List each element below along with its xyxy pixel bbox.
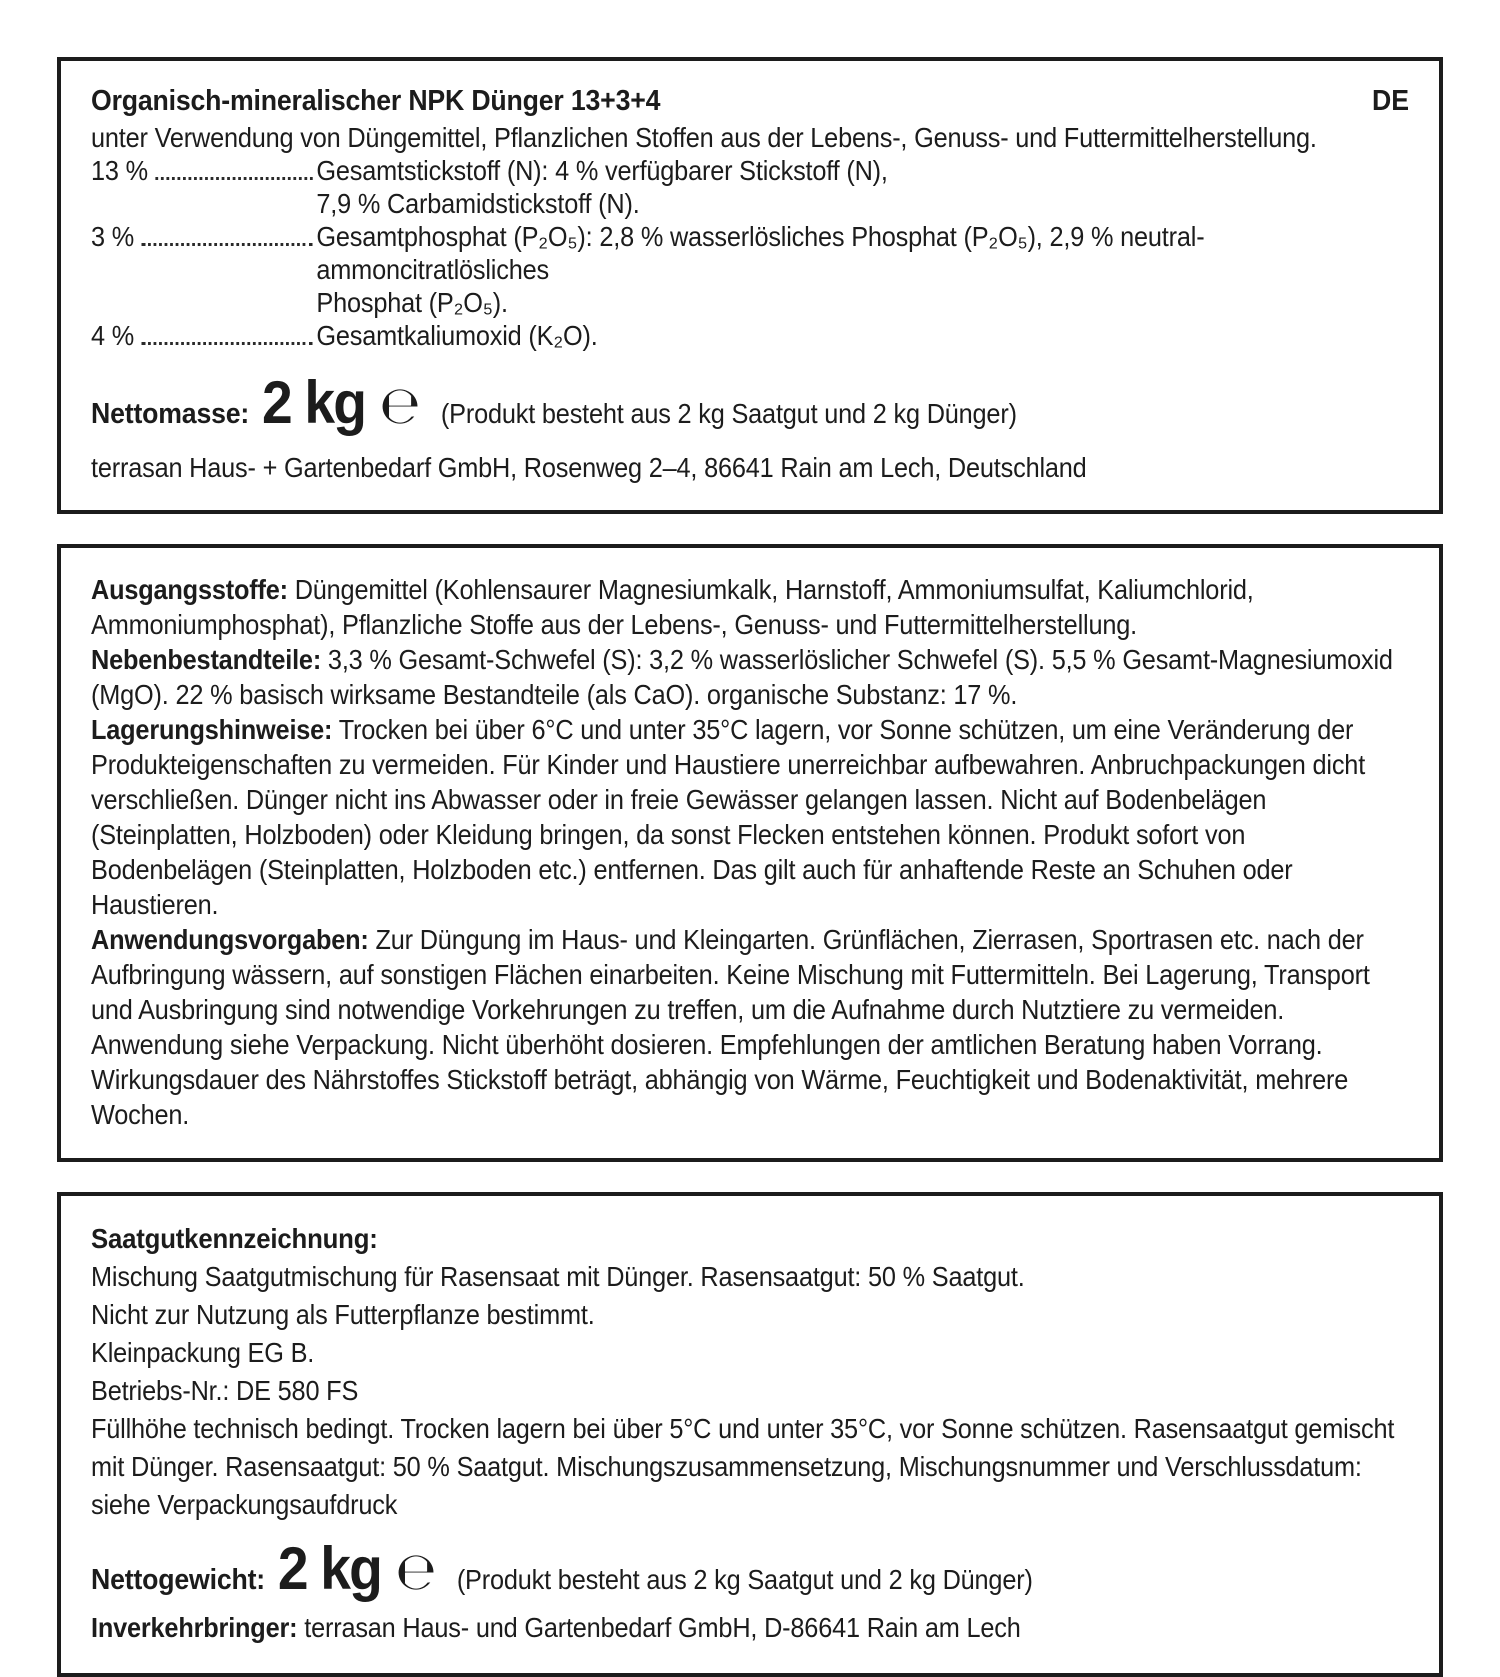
nutrient-percent: 4 % bbox=[91, 320, 135, 351]
distributor-label: Inverkehrbringer: bbox=[91, 1612, 298, 1643]
section-label: Lagerungshinweise: bbox=[91, 714, 333, 745]
product-title: Organisch-mineralischer NPK Dünger 13+3+4 bbox=[91, 85, 661, 117]
nutrient-line: Phosphat (P₂O₅). bbox=[316, 287, 508, 318]
language-code: DE bbox=[1371, 85, 1410, 117]
title-row bbox=[91, 85, 1409, 118]
seed-label-box bbox=[57, 1192, 1443, 1677]
section-lagerungshinweise bbox=[91, 712, 1409, 922]
estimated-sign-icon: ℮ bbox=[395, 1542, 437, 1602]
seed-line-packaging: Kleinpackung EG B. bbox=[91, 1337, 315, 1368]
nutrient-percent: 13 % bbox=[91, 155, 148, 186]
net-weight-note: (Produkt besteht aus 2 kg Saatgut und 2 kg Dünger) bbox=[456, 1564, 1033, 1595]
declaration-box bbox=[57, 57, 1443, 514]
section-label: Ausgangsstoffe: bbox=[91, 574, 288, 605]
nutrient-row-phosphate bbox=[91, 220, 1409, 319]
nutrient-percent-cell bbox=[91, 154, 316, 187]
net-mass-note: (Produkt besteht aus 2 kg Saatgut und 2 kg Dünger) bbox=[440, 398, 1017, 429]
nutrient-description bbox=[316, 319, 1409, 352]
product-subtitle: unter Verwendung von Düngemittel, Pflanzlichen Stoffen aus der Lebens-, Genuss- und Futtermittelherstellung. bbox=[91, 122, 1317, 153]
net-weight-value: 2 kg bbox=[277, 1535, 381, 1602]
seed-line-storage: Füllhöhe technisch bedingt. Trocken lagern bei über 5°C und unter 35°C, vor Sonne schützen. Rasensaatgut gemischt mit Dünger. Rasensaatgut: 50 % Saatgut. Mischungszusammensetzung, Mischungsnummer und Verschlussdatum: siehe Verpackungsaufdruck bbox=[91, 1413, 1395, 1520]
nutrient-line: Gesamtstickstoff (N): 4 % verfügbarer Stickstoff (N), bbox=[316, 155, 888, 186]
nutrient-description bbox=[316, 220, 1409, 319]
net-mass-label: Nettomasse: bbox=[91, 398, 250, 430]
section-text: 3,3 % Gesamt-Schwefel (S): 3,2 % wasserlöslicher Schwefel (S). 5,5 % Gesamt-Magnesiumoxid (MgO). 22 % basisch wirksame Bestandteile (als CaO). organische Substanz: 17 %. bbox=[91, 644, 1393, 710]
seed-line-operation-number: Betriebs-Nr.: DE 580 FS bbox=[91, 1375, 359, 1406]
distributor-text: terrasan Haus- und Gartenbedarf GmbH, D-86641 Rain am Lech bbox=[304, 1612, 1021, 1643]
nutrient-line: 7,9 % Carbamidstickstoff (N). bbox=[316, 188, 640, 219]
seed-line-not-feed: Nicht zur Nutzung als Futterpflanze bestimmt. bbox=[91, 1299, 595, 1330]
nutrient-percent-cell bbox=[91, 319, 316, 352]
nutrient-percent-cell bbox=[91, 220, 316, 253]
section-ausgangsstoffe bbox=[91, 572, 1409, 642]
section-text: Trocken bei über 6°C und unter 35°C lagern, vor Sonne schützen, um eine Veränderung der Produkteigenschaften zu vermeiden. Für Kinder und Haustiere unerreichbar aufbewahren. Anbruchpackungen dicht verschließen. Dünger nicht ins Abwasser oder in freie Gewässer gelangen lassen. Nicht auf Bodenbelägen (Steinplatten, Holzboden) oder Kleidung bringen, da sonst Flecken entstehen können. Produkt sofort von Bodenbelägen (Steinplatten, Holzboden etc.) entfernen. Das gilt auch für anhaftende Reste an Schuhen oder Haustieren. bbox=[91, 714, 1366, 920]
nutrient-row-potassium bbox=[91, 319, 1409, 352]
section-label: Nebenbestandteile: bbox=[91, 644, 322, 675]
net-mass-value: 2 kg bbox=[261, 369, 366, 436]
section-text: Zur Düngung im Haus- und Kleingarten. Grünflächen, Zierrasen, Sportrasen etc. nach der Aufbringung wässern, auf sonstigen Flächen einarbeiten. Keine Mischung mit Futtermitteln. Bei Lagerung, Transport und Ausbringung sind notwendige Vorkehrungen zu treffen, um die Aufnahme durch Nutztiere zu vermeiden. Anwendung siehe Verpackung. Nicht überhöht dosieren. Empfehlungen der amtlichen Beratung haben Vorrang. Wirkungsdauer des Nährstoffes Stickstoff beträgt, abhängig von Wärme, Feuchtigkeit und Bodenaktivität, mehrere Wochen. bbox=[91, 924, 1370, 1130]
net-weight-label: Nettogewicht: bbox=[91, 1564, 265, 1596]
section-label: Anwendungsvorgaben: bbox=[91, 924, 369, 955]
net-weight-row bbox=[91, 1534, 1409, 1603]
nutrient-percent: 3 % bbox=[91, 221, 135, 252]
dot-leader bbox=[141, 226, 312, 246]
info-box bbox=[57, 544, 1443, 1162]
nutrient-line: Gesamtkaliumoxid (K₂O). bbox=[316, 320, 598, 351]
manufacturer-address: terrasan Haus- + Gartenbedarf GmbH, Rosenweg 2–4, 86641 Rain am Lech, Deutschland bbox=[91, 452, 1087, 483]
nutrient-row-nitrogen bbox=[91, 154, 1409, 220]
estimated-sign-icon: ℮ bbox=[379, 376, 421, 436]
section-nebenbestandteile bbox=[91, 642, 1409, 712]
distributor-row bbox=[91, 1609, 1409, 1647]
section-anwendungsvorgaben bbox=[91, 922, 1409, 1132]
nutrient-description bbox=[316, 154, 1409, 220]
section-text: Düngemittel (Kohlensaurer Magnesiumkalk, Harnstoff, Ammoniumsulfat, Kaliumchlorid, Ammoniumphosphat), Pflanzliche Stoffe aus der Lebens-, Genuss- und Futtermittelherstellung. bbox=[91, 574, 1254, 640]
net-mass-row bbox=[91, 368, 1409, 437]
dot-leader bbox=[141, 325, 312, 345]
seed-heading: Saatgutkennzeichnung: bbox=[91, 1223, 378, 1254]
seed-line-mixture: Mischung Saatgutmischung für Rasensaat mit Dünger. Rasensaatgut: 50 % Saatgut. bbox=[91, 1261, 1025, 1292]
nutrient-line: Gesamtphosphat (P₂O₅): 2,8 % wasserlösliches Phosphat (P₂O₅), 2,9 % neutral-ammoncitratlösliches bbox=[316, 221, 1205, 285]
dot-leader bbox=[155, 160, 312, 180]
